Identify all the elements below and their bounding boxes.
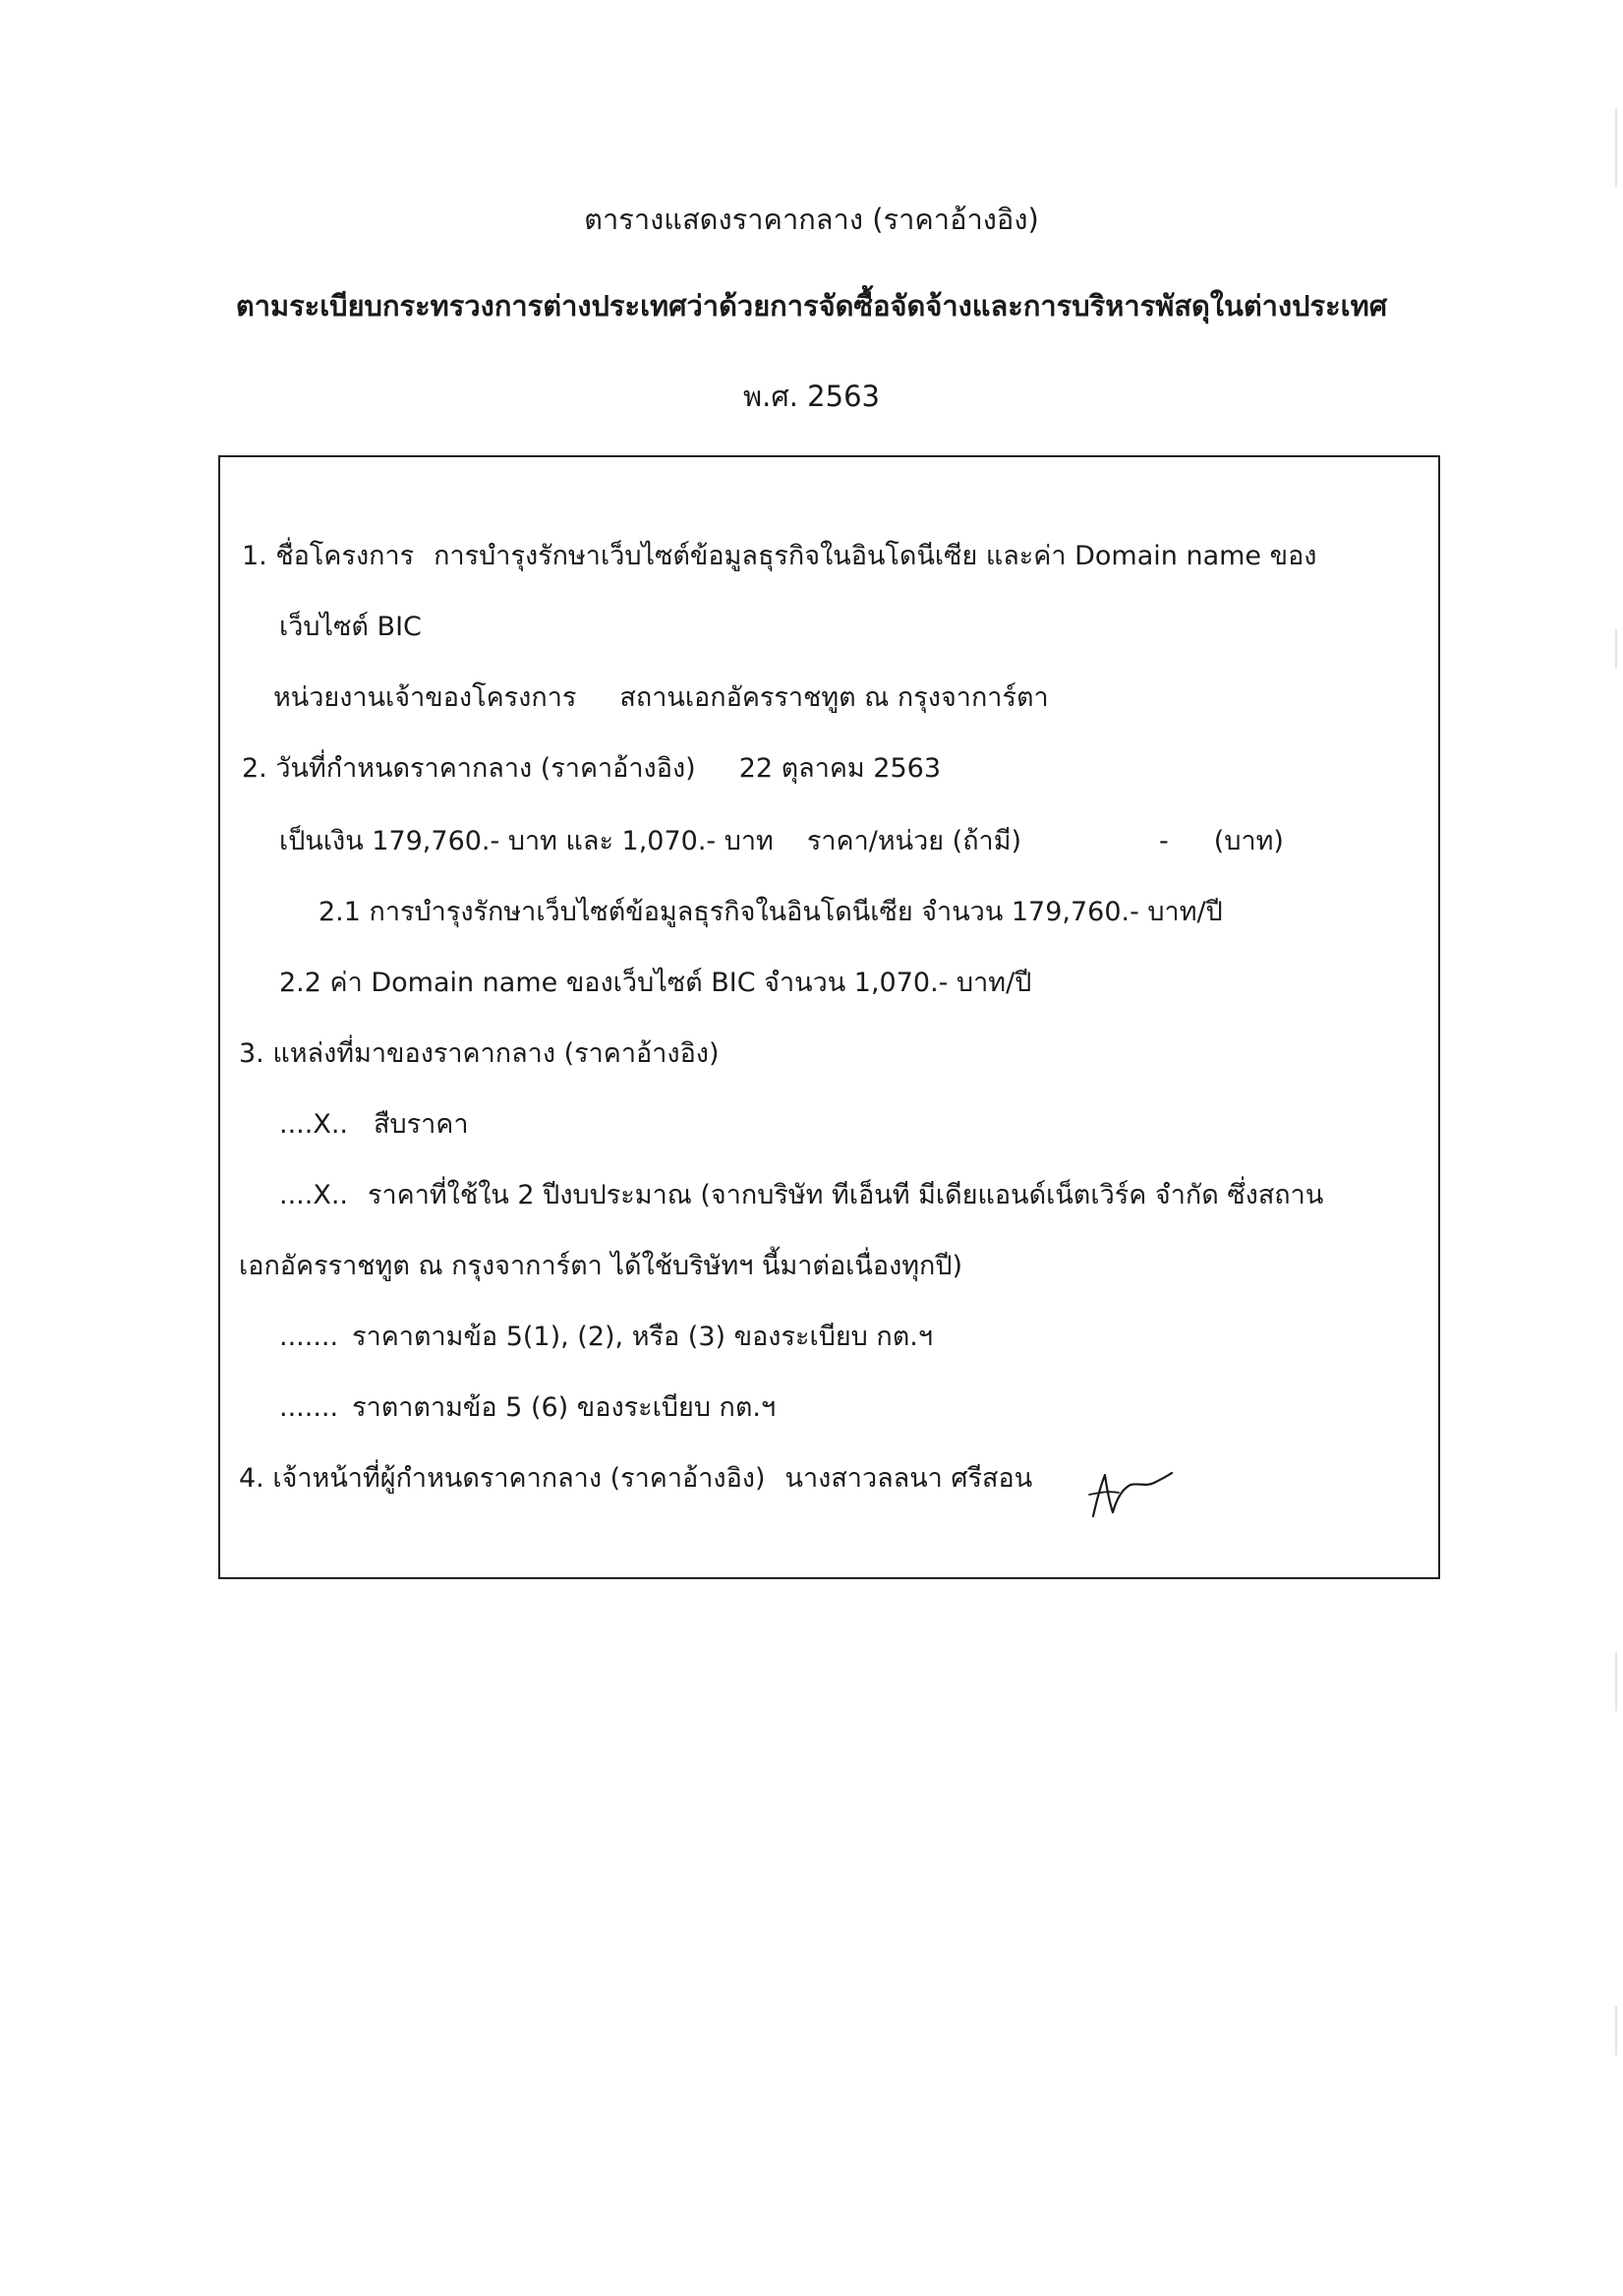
scan-mark — [1615, 1652, 1617, 1711]
option-1-text: สืบราคา — [374, 1109, 469, 1140]
owner-label: หน่วยงานเจ้าของโครงการ — [273, 682, 577, 713]
officer-name: นางสาวลลนา ศรีสอน — [784, 1463, 1033, 1494]
item4-label: 4. เจ้าหน้าที่ผู้กำหนดราคากลาง (ราคาอ้างอิง) — [239, 1463, 766, 1494]
owner-value: สถานเอกอัครราชทูต ณ กรุงจาการ์ตา — [619, 682, 1049, 713]
option-4-mark: ....... — [279, 1392, 339, 1423]
option-2-text-line1: ราคาที่ใช้ใน 2 ปีงบประมาณ (จากบริษัท ทีเอ็นที มีเดียแอนด์เน็ตเวิร์ค จำกัด ซึ่งสถาน — [368, 1180, 1324, 1210]
source-option-3 — [279, 1320, 933, 1355]
item1-row — [242, 539, 1316, 574]
document-year: พ.ศ. 2563 — [743, 380, 880, 413]
option-2-mark: ....X.. — [279, 1180, 348, 1210]
item2-label: 2. วันที่กำหนดราคากลาง (ราคาอ้างอิง) — [242, 753, 696, 784]
item4-row — [239, 1461, 1032, 1497]
unit-price-label: ราคา/หน่วย (ถ้ามี) — [806, 826, 1022, 856]
source-option-2 — [279, 1178, 1323, 1213]
project-name-line2: เว็บไซต์ BIC — [279, 612, 422, 642]
amount-text: เป็นเงิน 179,760.- บาท และ 1,070.- บาท — [279, 826, 774, 856]
item2-sub1: 2.1 การบำรุงรักษาเว็บไซต์ข้อมูลธุรกิจในอินโดนีเซีย จำนวน 179,760.- บาท/ปี — [319, 897, 1223, 927]
reference-date: 22 ตุลาคม 2563 — [738, 753, 942, 784]
option-4-text: ราตาตามข้อ 5 (6) ของระเบียบ กต.ฯ — [352, 1392, 777, 1423]
source-option-4 — [279, 1390, 776, 1426]
source-option-1 — [279, 1107, 469, 1143]
unit-label: (บาท) — [1213, 826, 1284, 856]
scan-mark — [1615, 2006, 1617, 2055]
project-name-line1: การบำรุงรักษาเว็บไซต์ข้อมูลธุรกิจในอินโดนีเซีย และค่า Domain name ของ — [434, 541, 1317, 571]
amount-row — [279, 824, 1284, 859]
option-1-mark: ....X.. — [279, 1109, 348, 1140]
option-3-mark: ....... — [279, 1322, 339, 1352]
scan-mark — [1615, 108, 1617, 187]
owner-row — [273, 680, 1049, 716]
option-3-text: ราคาตามข้อ 5(1), (2), หรือ (3) ของระเบียบ กต.ฯ — [352, 1322, 934, 1352]
signature-mark — [1079, 1455, 1174, 1524]
item3-label: 3. แหล่งที่มาของราคากลาง (ราคาอ้างอิง) — [239, 1038, 720, 1069]
regulation-title: ตามระเบียบกระทรวงการต่างประเทศว่าด้วยการจัดซื้อจัดจ้างและการบริหารพัสดุในต่างประเทศ — [235, 289, 1388, 323]
item2-sub2: 2.2 ค่า Domain name ของเว็บไซต์ BIC จำนวน 1,070.- บาท/ปี — [279, 968, 1032, 998]
unit-price-value: - — [1159, 826, 1169, 856]
item2-row — [242, 751, 941, 787]
scan-mark — [1615, 629, 1617, 669]
document-title: ตารางแสดงราคากลาง (ราคาอ้างอิง) — [584, 203, 1039, 236]
option-2-text-line2: เอกอัครราชทูต ณ กรุงจาการ์ตา ได้ใช้บริษัทฯ นี้มาต่อเนื่องทุกปี) — [239, 1251, 963, 1281]
item1-label: 1. ชื่อโครงการ — [242, 541, 415, 571]
